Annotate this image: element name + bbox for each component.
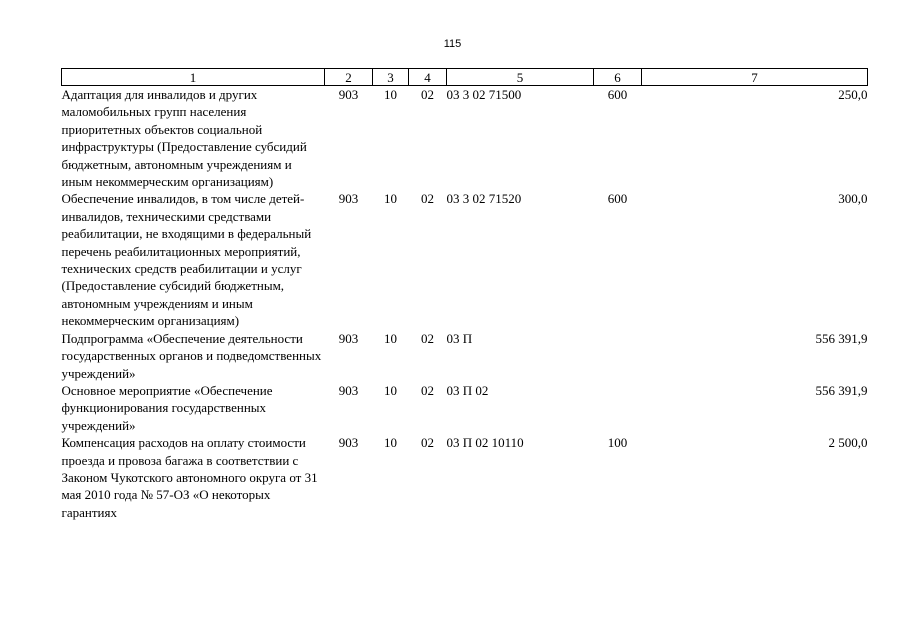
- row-admin-code: 903: [338, 330, 359, 346]
- row-amount: 250,0: [838, 87, 868, 102]
- row-target-article: 03 П 02 10110: [446, 435, 524, 451]
- row-subsection: 02: [421, 435, 434, 451]
- row-expense-type: [594, 382, 642, 434]
- header-col-2: 2: [325, 69, 373, 86]
- row-admin-code: 903: [338, 191, 359, 207]
- row-section: 10: [384, 382, 397, 398]
- table-row: [62, 382, 868, 434]
- row-target-article: 03 П: [446, 330, 473, 346]
- header-col-5: 5: [447, 69, 594, 86]
- row-expense-type: 100: [607, 435, 628, 451]
- row-amount: 300,0: [838, 191, 868, 207]
- row-target-article: 03 3 02 71500: [446, 87, 522, 102]
- row-subsection: 02: [421, 330, 434, 346]
- row-section: 10: [384, 191, 397, 207]
- row-name: Адаптация для инвалидов и других маломобильных групп населения приоритетных объектов социальной инфраструктуры (Предоставление субсидий бюджетным, автономным учреждениям и иным некоммерческим организациям): [61, 87, 307, 190]
- header-col-7: 7: [642, 69, 868, 86]
- row-subsection: 02: [421, 382, 434, 398]
- budget-table: [61, 68, 868, 521]
- row-admin-code: 903: [338, 382, 359, 398]
- table-row: [62, 86, 868, 191]
- row-amount: 556 391,9: [815, 330, 868, 346]
- header-row: [62, 69, 868, 86]
- row-target-article: 03 3 02 71520: [446, 191, 522, 207]
- row-expense-type: 600: [607, 87, 628, 102]
- header-col-3: 3: [373, 69, 409, 86]
- row-name: Подпрограмма «Обеспечение деятельности государственных органов и подведомственных учреждений»: [61, 330, 322, 381]
- row-amount: 556 391,9: [815, 382, 868, 398]
- row-section: 10: [384, 435, 397, 451]
- row-target-article: 03 П 02: [446, 382, 489, 398]
- row-expense-type: 600: [607, 191, 628, 207]
- table-row: [62, 330, 868, 382]
- row-section: 10: [384, 330, 397, 346]
- row-name: Компенсация расходов на оплату стоимости проезда и провоза багажа в соответствии с Законом Чукотского автономного округа от 31 мая 2010 года № 57-ОЗ «О некоторых гарантиях: [61, 435, 318, 520]
- row-expense-type: [594, 330, 642, 382]
- table-row: [62, 434, 868, 521]
- header-col-6: 6: [594, 69, 642, 86]
- page-number: 115: [443, 38, 462, 50]
- row-subsection: 02: [421, 191, 434, 207]
- row-admin-code: 903: [338, 435, 359, 451]
- row-name: Основное мероприятие «Обеспечение функционирования государственных учреждений»: [61, 382, 273, 433]
- row-name: Обеспечение инвалидов, в том числе детей-инвалидов, техническими средствами реабилитации, не входящими в федеральный перечень реабилитационных мероприятий, технических средств реабилитации и услуг (Предоставление субсидий бюджетным, автономным учреждениям и иным некоммерческим организациям): [61, 191, 312, 329]
- row-amount: 2 500,0: [828, 435, 868, 451]
- table-row: [62, 190, 868, 329]
- row-admin-code: 903: [338, 87, 359, 102]
- header-col-1: 1: [62, 69, 325, 86]
- header-col-4: 4: [409, 69, 447, 86]
- row-section: 10: [384, 87, 397, 102]
- row-subsection: 02: [421, 87, 434, 102]
